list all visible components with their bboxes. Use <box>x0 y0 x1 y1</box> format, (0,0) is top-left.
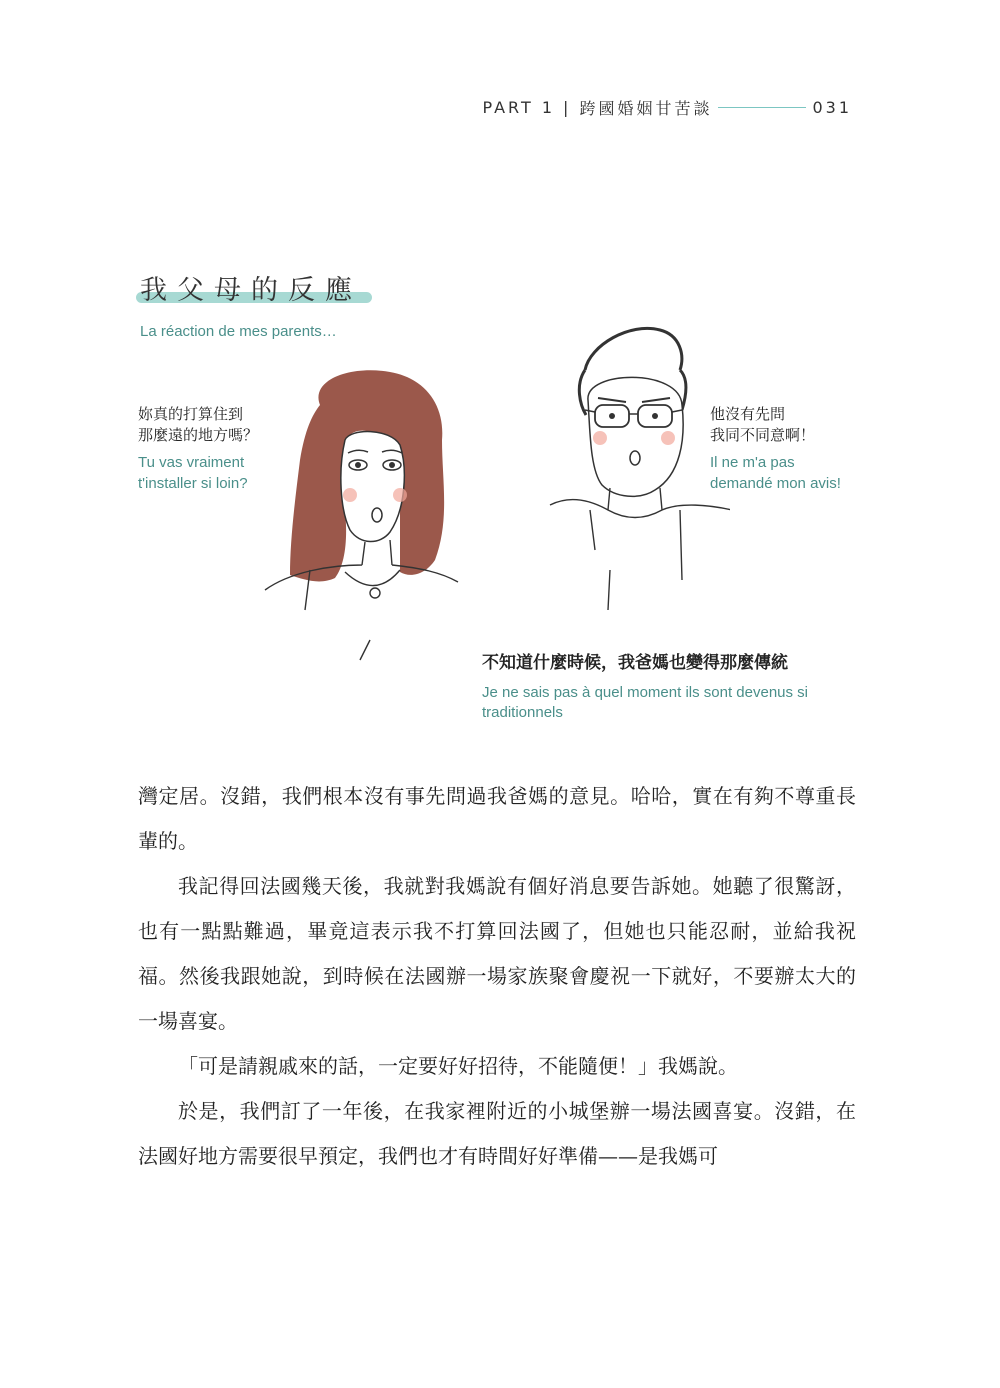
mother-right-pupil <box>389 462 395 468</box>
paragraph-3: 「可是請親戚來的話，一定要好好招待，不能隨便！」我媽說。 <box>178 1054 738 1078</box>
header-rule <box>718 107 806 108</box>
mother-drawing <box>265 370 458 660</box>
caption-fr: Je ne sais pas à quel moment ils sont devenus si traditionnels <box>482 684 809 721</box>
page-number: 031 <box>812 98 852 117</box>
father-right-pupil <box>652 413 658 419</box>
father-blush-left <box>593 431 607 445</box>
father-blush-right <box>661 431 675 445</box>
paragraph-4: 於是，我們訂了一年後，在我家裡附近的小城堡辦一場法國喜宴。沒錯，在法國好地方需要很早預定，我們也才有時間好好準備——是我媽可 <box>138 1099 856 1168</box>
body-text <box>138 774 856 1179</box>
header-separator: | <box>563 98 572 117</box>
mother-blush-left <box>343 488 357 502</box>
mother-speech-zh-2: 那麼遠的地方嗎？ <box>138 426 259 444</box>
paragraph-2: 我記得回法國幾天後，我就對我媽說有個好消息要告訴她。她聽了很驚訝，也有一點點難過，畢竟這表示我不打算回法國了，但她也只能忍耐，並給我祝福。然後我跟她說，到時候在法國辦一場家族聚會慶祝一下就好，不要辦太大的一場喜宴。 <box>138 874 856 1033</box>
father-body <box>550 488 730 610</box>
mother-speech-fr-2: t'installer si loin? <box>138 475 248 492</box>
caption-zh: 不知道什麼時候，我爸媽也變得那麼傳統 <box>482 653 788 673</box>
illustration-caption <box>482 648 862 723</box>
father-left-pupil <box>609 413 615 419</box>
mother-left-pupil <box>355 462 361 468</box>
mother-speech-fr-1: Tu vas vraiment <box>138 454 245 471</box>
part-label: PART 1 <box>482 98 556 117</box>
father-speech-zh-2: 我同不同意啊！ <box>710 426 816 444</box>
father-speech-zh-1: 他沒有先問 <box>710 405 786 423</box>
running-header <box>482 96 852 119</box>
father-speech-fr-1: Il ne m'a pas <box>710 454 795 471</box>
mother-face <box>341 432 404 542</box>
mother-speech <box>138 404 258 494</box>
mother-speech-zh-1: 妳真的打算住到 <box>138 405 244 423</box>
paragraph-1: 灣定居。沒錯，我們根本沒有事先問過我爸媽的意見。哈哈，實在有夠不尊重長輩的。 <box>138 784 856 853</box>
chapter-title: 跨國婚姻甘苦談 <box>579 99 713 118</box>
mother-blush-right <box>393 488 407 502</box>
mother-necklace <box>370 588 380 598</box>
section-title-zh: 我父母的反應 <box>140 275 362 306</box>
father-speech-fr-2: demandé mon avis! <box>710 475 841 492</box>
father-drawing <box>550 328 730 610</box>
parents-illustration <box>250 310 730 670</box>
section-title-fr: La réaction de mes parents… <box>140 323 337 340</box>
